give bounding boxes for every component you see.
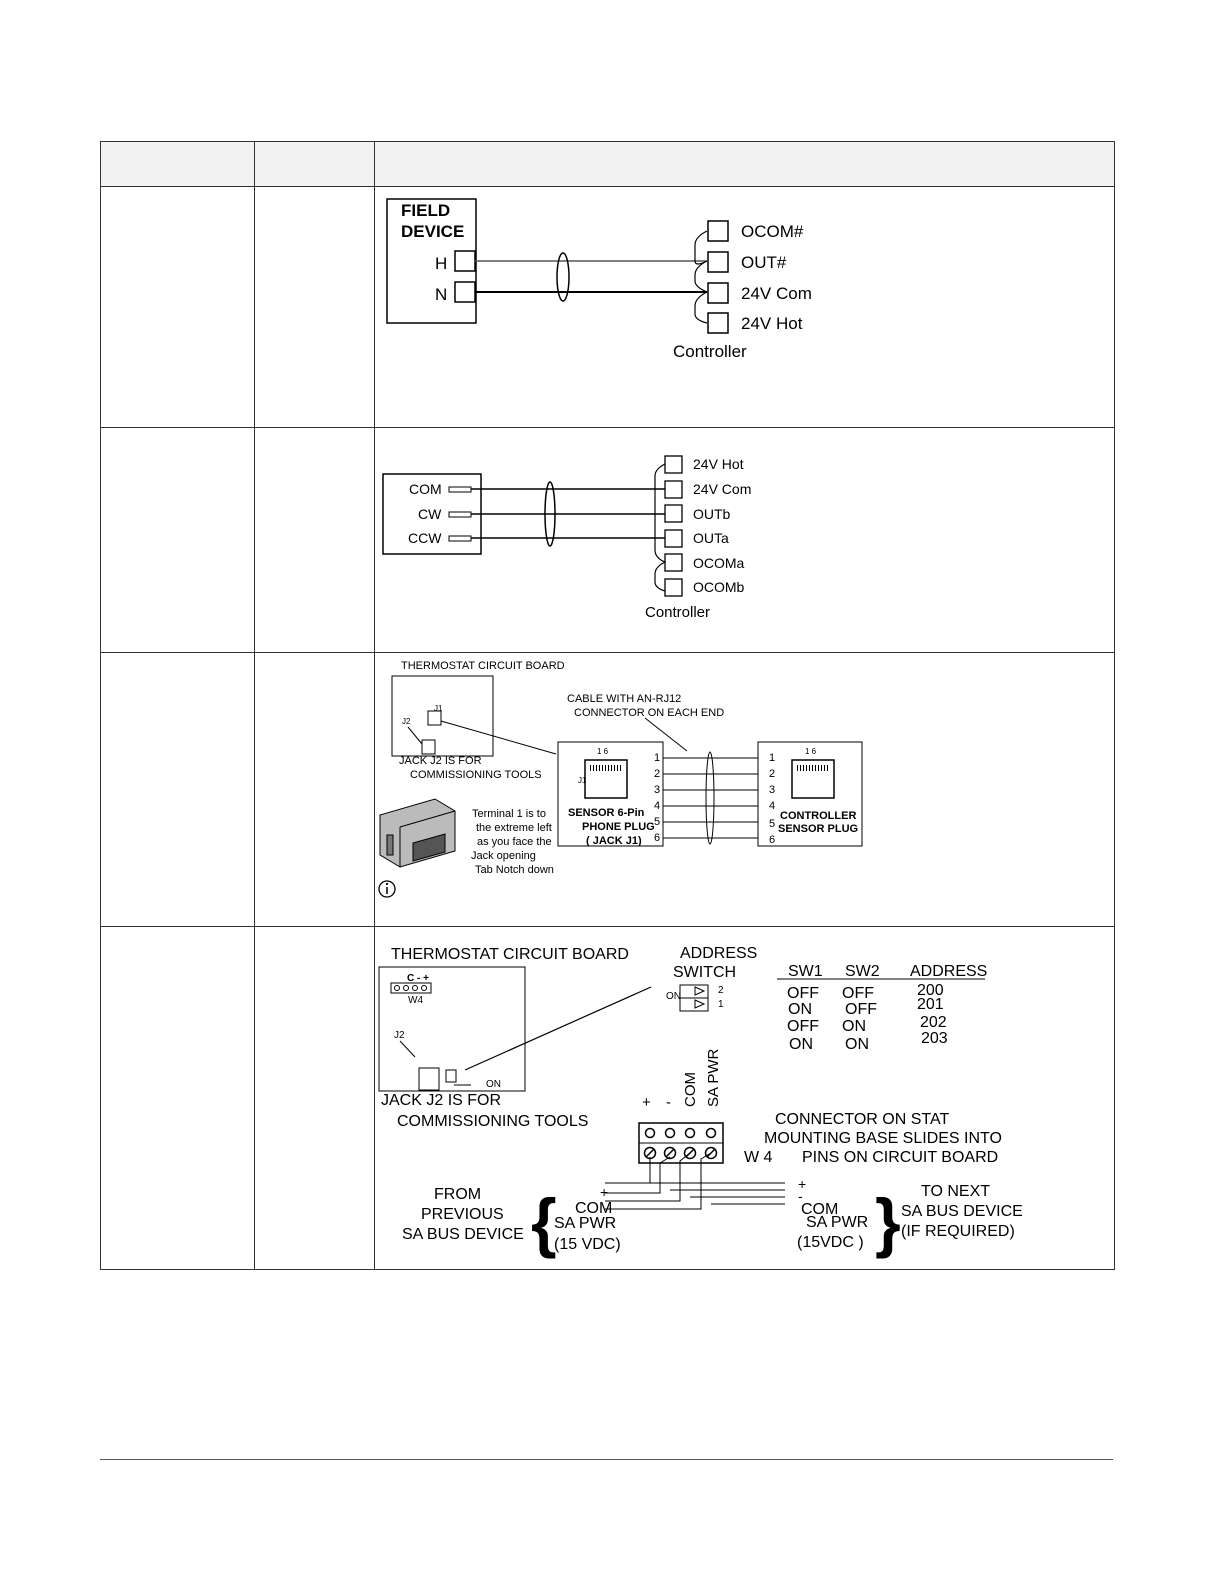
row4-diagram-cell [375, 926, 1115, 1269]
row1-col2 [255, 187, 375, 428]
cable-wires [663, 758, 758, 838]
table-row [101, 428, 1115, 653]
field-device-title-1: FIELD [401, 201, 451, 220]
address-cell: OFF [845, 1000, 877, 1018]
right-wire-label: - [798, 1187, 803, 1204]
row2-col1 [101, 428, 255, 653]
address-header: ADDRESS [910, 962, 988, 980]
address-cell: ON [845, 1035, 869, 1053]
pin-h-label: H [435, 254, 448, 273]
actuator-pin-label: COM [409, 481, 442, 498]
terminal-box [708, 283, 728, 303]
terminal-label: OCOMa [693, 555, 745, 572]
pin-number: 2 [654, 768, 661, 781]
left-brace: { [531, 1184, 557, 1259]
address-cell: 201 [917, 995, 944, 1013]
table-header-row [101, 142, 1115, 187]
terminal-note: Jack opening [471, 850, 536, 863]
controller-pins-top: 1 6 [805, 747, 817, 757]
info-icon [379, 881, 395, 897]
address-cell: OFF [787, 1017, 819, 1035]
j1-label: J1 [434, 704, 443, 714]
wiring-table [100, 141, 1115, 1270]
terminal-box [665, 579, 682, 596]
j2-label: J2 [394, 1029, 405, 1041]
row1-diagram-cell [375, 187, 1115, 428]
dip-switch-small [446, 1070, 456, 1082]
row4-col2 [255, 926, 375, 1269]
row2-diagram-cell [375, 428, 1115, 653]
jack-j2 [419, 1068, 439, 1090]
controller-title: CONTROLLER [780, 810, 857, 823]
switch-position-label: 1 [718, 998, 724, 1010]
left-wire-label: COM [575, 1199, 613, 1217]
to-next-label: (IF REQUIRED) [901, 1222, 1015, 1240]
actuator-pin-label: CW [418, 506, 442, 523]
connector-screws [645, 1147, 717, 1158]
terminal-box [708, 221, 728, 241]
cable-note: CONNECTOR ON EACH END [574, 707, 725, 720]
controller-bracket [655, 464, 665, 591]
pin-n-label: N [435, 285, 448, 304]
terminal-note: as you face the [477, 836, 552, 849]
right-wire-label: + [798, 1175, 807, 1192]
to-next-label: SA BUS DEVICE [901, 1202, 1023, 1220]
terminal-box [665, 530, 682, 547]
address-cell: ON [789, 1035, 813, 1053]
pin-number: 2 [769, 768, 776, 781]
address-cell: ON [842, 1017, 866, 1035]
left-wire-label: SA PWR [554, 1214, 617, 1232]
sensor-cable-diagram [375, 653, 1112, 923]
pin-n-terminal [455, 282, 475, 302]
left-wire-label: + [600, 1183, 609, 1200]
terminal-box [665, 481, 682, 498]
to-next-label: TO NEXT [921, 1182, 991, 1200]
thermostat-board [392, 676, 493, 756]
jack-j1 [428, 711, 441, 725]
connector-minus-label: - [666, 1093, 671, 1111]
w4-pins-label: C - + [407, 972, 429, 984]
shield-symbol [706, 752, 714, 844]
right-brace: } [875, 1184, 901, 1259]
shield-symbol [557, 253, 569, 301]
field-device-wiring-diagram [375, 187, 1112, 425]
address-cell: OFF [842, 984, 874, 1002]
j1-label: J1 [578, 776, 587, 786]
address-cell: 200 [917, 981, 944, 999]
right-wire-label: COM [801, 1200, 839, 1218]
terminal-box [665, 456, 682, 473]
switch-on-label: ON [666, 990, 681, 1002]
table-row [101, 926, 1115, 1269]
terminal-label: OUT# [741, 253, 787, 272]
from-label: FROM [434, 1185, 482, 1203]
terminal-note: Tab Notch down [475, 864, 554, 877]
connector-holes [646, 1128, 716, 1137]
connector-w4-label: W 4 [744, 1148, 773, 1166]
address-table [787, 982, 948, 1053]
row3-diagram-cell [375, 653, 1115, 926]
rj12-plug-illustration [380, 799, 455, 867]
terminal-note: the extreme left [476, 822, 552, 835]
on-label: ON [486, 1078, 501, 1090]
terminal-label: 24V Hot [741, 314, 803, 333]
w4-label: W4 [408, 994, 423, 1006]
row3-col1 [101, 653, 255, 926]
pin-number: 3 [769, 784, 776, 797]
jack-note: COMMISSIONING TOOLS [397, 1112, 589, 1130]
j2-arrow [400, 1041, 415, 1057]
terminal-label: OCOMb [693, 579, 745, 596]
from-label: SA BUS DEVICE [402, 1225, 524, 1243]
pin-number: 1 [654, 752, 661, 765]
j1-arrow [441, 721, 556, 754]
thermostat-board [379, 967, 525, 1091]
address-header: SW1 [788, 962, 823, 980]
address-switch-arrow [465, 987, 651, 1070]
footer-rule [100, 1459, 1113, 1460]
jack-note: JACK J2 IS FOR [381, 1091, 502, 1109]
terminal-box [665, 554, 682, 571]
terminal-label: OUTb [693, 506, 731, 523]
pin-number: 5 [769, 818, 776, 831]
right-wire-label: (15VDC ) [797, 1233, 864, 1251]
terminal-box [665, 505, 682, 522]
pin-number: 1 [769, 752, 776, 765]
terminal-note: Terminal 1 is to [472, 808, 546, 821]
terminal-label: OUTa [693, 530, 729, 547]
connector-note: CONNECTOR ON STAT [775, 1110, 950, 1128]
address-switch-title: SWITCH [673, 963, 737, 981]
actuator-pin [449, 536, 471, 541]
connector-note: MOUNTING BASE SLIDES INTO [764, 1129, 1002, 1147]
table-row [101, 653, 1115, 926]
terminal-box [708, 252, 728, 272]
pin-number: 3 [654, 784, 661, 797]
terminal-box [708, 313, 728, 333]
pin-number: 6 [654, 832, 661, 845]
row4-col1 [101, 926, 255, 1269]
sensor-pins-top: 1 6 [597, 747, 609, 757]
terminal-label: 24V Hot [693, 456, 744, 473]
actuator-wiring-diagram [375, 428, 1112, 650]
controller-title: SENSOR PLUG [778, 823, 859, 836]
actuator-pin-label: CCW [408, 530, 442, 547]
board-title: THERMOSTAT CIRCUIT BOARD [391, 945, 629, 963]
actuator-pin [449, 487, 471, 492]
sensor-title: PHONE PLUG [582, 821, 655, 834]
sa-bus-wiring-diagram [375, 927, 1112, 1267]
controller-bracket [695, 231, 707, 323]
connector-note: PINS ON CIRCUIT BOARD [802, 1148, 999, 1166]
jack-note: COMMISSIONING TOOLS [410, 769, 542, 782]
sensor-title: SENSOR 6-Pin [568, 807, 645, 820]
cable-note: CABLE WITH AN-RJ12 [567, 693, 682, 706]
address-header: SW2 [845, 962, 880, 980]
w4-header [391, 983, 431, 993]
header-cell-2 [255, 142, 375, 187]
address-cell: 202 [920, 1013, 947, 1031]
terminal-label: 24V Com [741, 284, 812, 303]
cable-arrow [645, 718, 687, 751]
actuator-pin [449, 512, 471, 517]
table-row [101, 187, 1115, 428]
switch-position-label: 2 [718, 984, 724, 996]
right-wire-label: SA PWR [806, 1213, 869, 1231]
j2-arrow [408, 727, 422, 744]
row1-col1 [101, 187, 255, 428]
row3-col2 [255, 653, 375, 926]
sensor-title: ( JACK J1) [586, 835, 642, 848]
controller-label: Controller [645, 604, 711, 622]
j2-label: J2 [402, 717, 411, 727]
address-cell: OFF [787, 984, 819, 1002]
field-device-title-2: DEVICE [401, 222, 465, 241]
terminal-label: OCOM# [741, 222, 804, 241]
jack-note: JACK J2 IS FOR [399, 755, 482, 768]
pin-number: 6 [769, 834, 776, 847]
w4-pins [395, 985, 427, 990]
pin-number: 4 [769, 800, 776, 813]
board-title: THERMOSTAT CIRCUIT BOARD [401, 660, 565, 673]
row2-col2 [255, 428, 375, 653]
pin-number: 4 [654, 800, 661, 813]
connector-sapwr-label: SA PWR [705, 1048, 722, 1107]
header-cell-1 [101, 142, 255, 187]
address-cell: 203 [921, 1029, 948, 1047]
terminal-label: 24V Com [693, 481, 752, 498]
header-cell-3 [375, 142, 1115, 187]
jack-j2 [422, 740, 435, 754]
address-cell: ON [788, 1000, 812, 1018]
from-label: PREVIOUS [421, 1205, 504, 1223]
connector-com-label: COM [682, 1071, 699, 1107]
address-switch-title: ADDRESS [680, 944, 758, 962]
pin-h-terminal [455, 251, 475, 271]
connector-plus-label: + [642, 1093, 651, 1111]
left-wire-label: (15 VDC) [554, 1235, 621, 1253]
pin-number: 5 [654, 816, 661, 829]
controller-label: Controller [673, 342, 747, 361]
